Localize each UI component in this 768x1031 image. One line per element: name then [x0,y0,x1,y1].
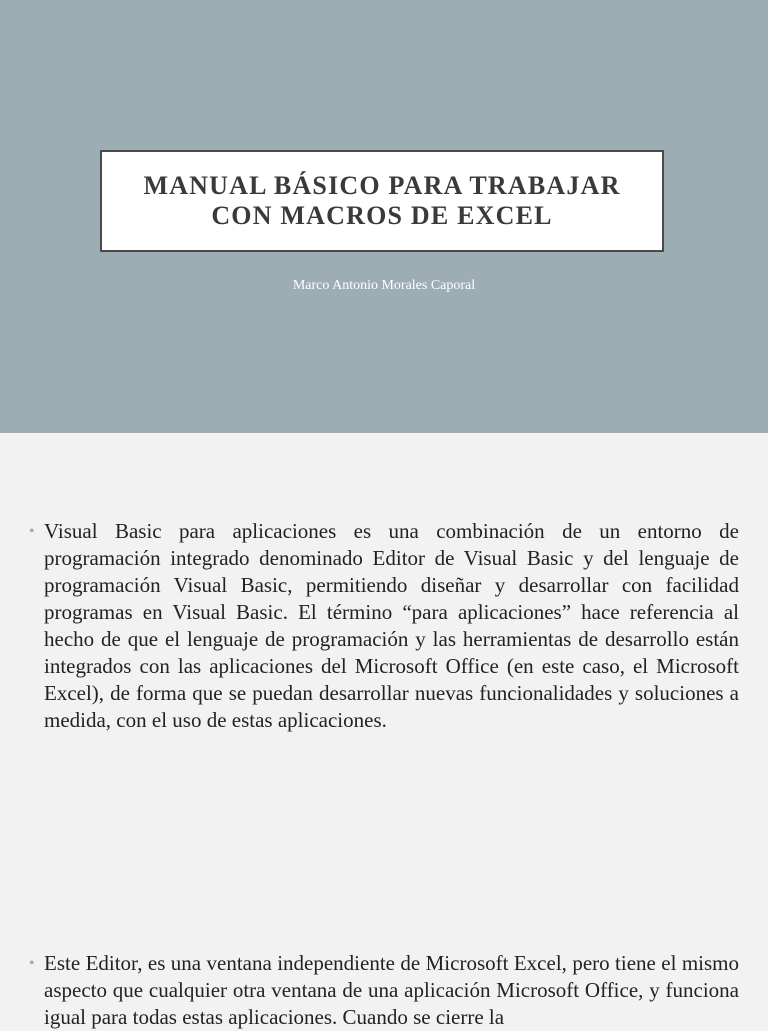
slide-title: MANUAL BÁSICO PARA TRABAJAR CON MACROS DE EXCEL [143,171,621,230]
title-slide [0,0,768,433]
author-subtitle: Marco Antonio Morales Caporal [292,278,476,293]
bullet-marker: • [29,955,35,972]
bullet-marker: • [29,523,35,540]
bullet-text: Visual Basic para aplicaciones es una combinación de un entorno de programación integrado denominado Editor de Visual Basic y del lenguaje de programación Visual Basic, permitiendo diseñar y desarrollar con facilidad programas en Visual Basic. El término “para aplicaciones” hace referencia al hecho de que el lenguaje de programación y las herramientas de desarrollo están integrados con las aplicaciones del Microsoft Office (en este caso, el Microsoft Excel), de forma que se puedan desarrollar nuevas funcionalidades y soluciones a medida, con el uso de estas aplicaciones. [44,519,739,732]
content-slide [0,433,768,1029]
bullet-text: Este Editor, es una ventana independiente de Microsoft Excel, pero tiene el mismo aspecto que cualquier otra ventana de una aplicación Microsoft Office, y funciona igual para todas estas aplicaciones. Cuando se cierre la [44,951,739,1029]
title-box [100,150,664,252]
